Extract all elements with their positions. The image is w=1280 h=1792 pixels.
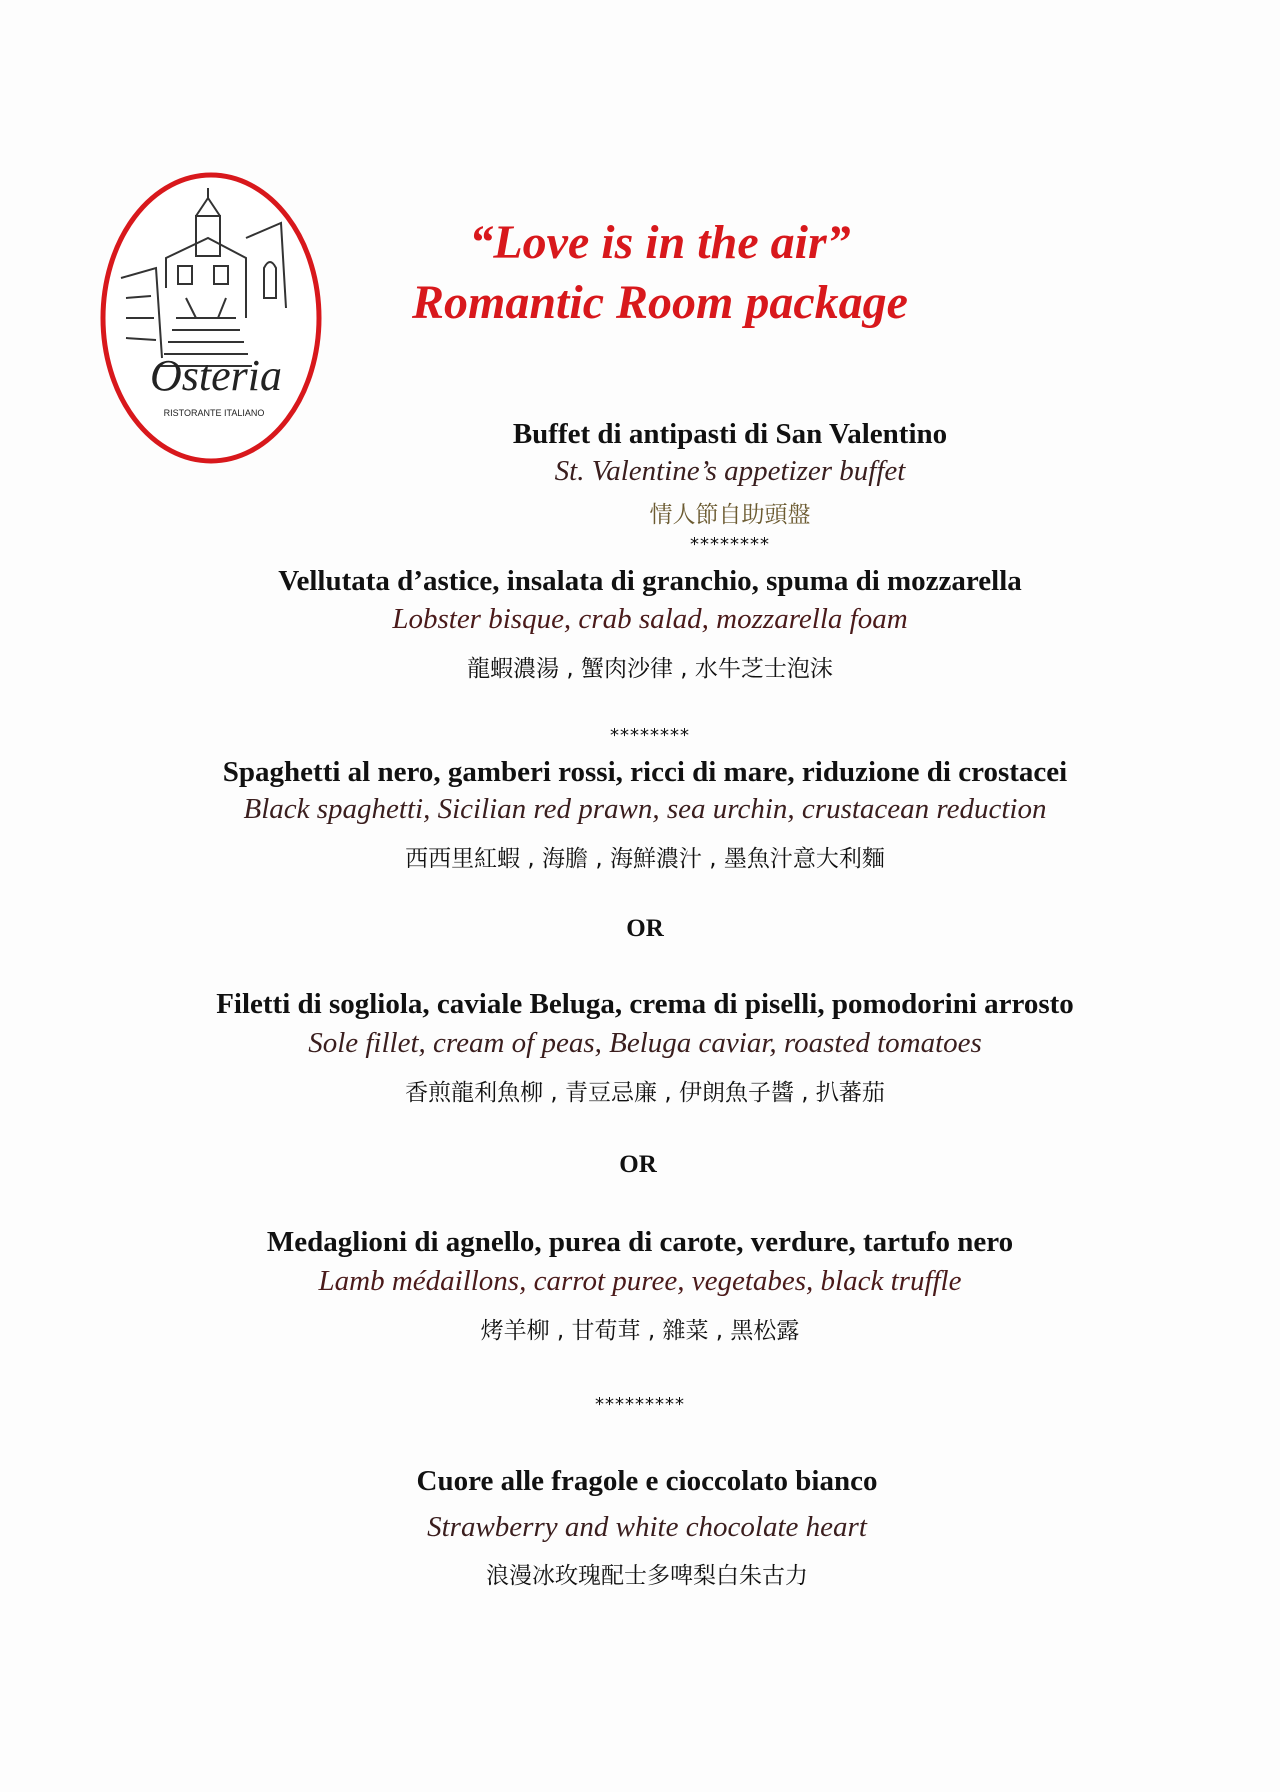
course-5-chinese: 烤羊柳 , 甘荀茸 , 雜菜 , 黑松露 [480,1318,800,1344]
or-label-1: OR [626,915,664,942]
logo-name: Osteria [150,351,282,400]
course-1-english: St. Valentine’s appetizer buffet [554,455,906,487]
course-5-italian: Medaglioni di agnello, purea di carote, verdure, tartufo nero [266,1226,1014,1258]
logo-subtitle: RISTORANTE ITALIANO [163,408,265,418]
course-3-italian: Spaghetti al nero, gamberi rossi, ricci di mare, riduzione di crostacei [222,756,1068,788]
course-1-chinese: 情人節自助頭盤 [649,502,811,528]
course-6-chinese: 浪漫冰玫瑰配士多啤梨白朱古力 [486,1563,808,1589]
title-line-2: Romantic Room package [412,276,908,329]
course-3-chinese: 西西里紅蝦 , 海膽 , 海鮮濃汁 , 墨魚汁意大利麵 [405,846,885,872]
course-4-italian: Filetti di sogliola, caviale Beluga, crema di piselli, pomodorini arrosto [216,988,1074,1020]
course-1-italian: Buffet di antipasti di San Valentino [512,418,948,450]
course-4-chinese: 香煎龍利魚柳 , 青豆忌廉 , 伊朗魚子醬 , 扒蕃茄 [405,1080,885,1106]
course-2-english: Lobster bisque, crab salad, mozzarella foam [392,603,908,635]
course-3-english: Black spaghetti, Sicilian red prawn, sea urchin, crustacean reduction [243,793,1047,825]
course-2-italian: Vellutata d’astice, insalata di granchio, spuma di mozzarella [278,565,1022,597]
separator-1: ******** [690,534,770,555]
title-line-1: “Love is in the air” [469,216,851,269]
course-2-chinese: 龍蝦濃湯 , 蟹肉沙律 , 水牛芝士泡沫 [467,656,833,682]
or-label-2: OR [619,1151,657,1178]
course-5-english: Lamb médaillons, carrot puree, vegetabes, black truffle [318,1265,962,1297]
separator-2: ******** [610,725,690,746]
course-4-english: Sole fillet, cream of peas, Beluga caviar, roasted tomatoes [308,1027,982,1059]
course-6-english: Strawberry and white chocolate heart [427,1511,867,1543]
course-6-italian: Cuore alle fragole e cioccolato bianco [416,1465,878,1497]
separator-3: ********* [595,1394,685,1415]
